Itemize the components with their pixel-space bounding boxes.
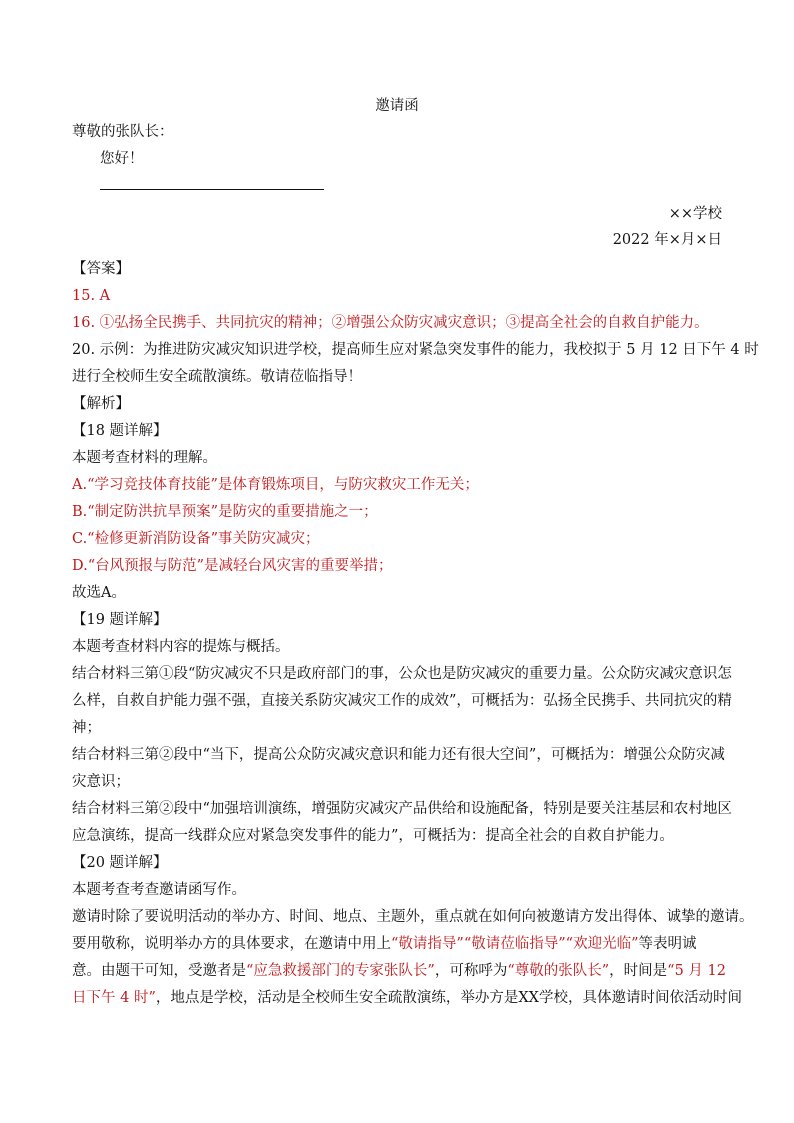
answer-heading: 【答案】	[72, 261, 130, 277]
q19-para3-line2: 应急演练，提高一线群众应对紧急突发事件的能力”，可概括为：提高全社会的自救自护能力。	[72, 828, 674, 844]
q19-heading: 【19 题详解】	[72, 612, 168, 628]
letter-date: 2022 年×月×日	[612, 232, 722, 248]
q20-line3-address: “尊敬的张队长”	[507, 963, 610, 979]
q20-line4-time: 日下午 4 时”	[72, 990, 156, 1006]
q20-line4-text-b: ，地点是学校，活动是全校师生安全疏散演练，举办方是XX学校，具体邀请时间依活动时间	[155, 990, 743, 1006]
q19-para2-line1: 结合材料三第②段中“当下，提高公众防灾减灾意识和能力还有很大空间”，可概括为：增强公众防灾减	[72, 747, 725, 763]
q18-intro: 本题考查材料的理解。	[72, 450, 217, 466]
q20-line2-phrases: “敬请指导”“敬请莅临指导”“欢迎光临”	[391, 936, 639, 952]
q19-intro: 本题考查材料内容的提炼与概括。	[72, 639, 290, 655]
q20-line1: 邀请时除了要说明活动的举办方、时间、地点、主题外，重点就在如何向被邀请方发出得体、诚挚的邀请。	[72, 909, 754, 925]
q20-line2-text-c: 等表明诚	[638, 936, 697, 952]
q20-heading: 【20 题详解】	[72, 855, 168, 871]
q18-heading: 【18 题详解】	[72, 423, 168, 439]
q18-option-a: A.“学习竞技体育技能”是体育锻炼项目，与防灾救灾工作无关；	[72, 477, 479, 493]
letter-signature: ××学校	[668, 206, 722, 222]
q20-line3-text-c: ，可称呼为	[434, 963, 508, 979]
q20-line3-text-a: 意。由题干可知，受邀者是	[72, 963, 246, 979]
letter-blank-line	[100, 189, 324, 190]
q20-intro: 本题考查考查邀请函写作。	[72, 882, 246, 898]
q19-para3-line1: 结合材料三第②段中“加强培训演练，增强防灾减灾产品供给和设施配备，特别是要关注基层和农村地区	[72, 801, 732, 817]
answer-16: 16. ①弘扬全民携手、共同抗灾的精神；②增强公众防灾减灾意识；③提高全社会的自救自护能力。	[72, 315, 709, 331]
q19-para1-line1: 结合材料三第①段“防灾减灾不只是政府部门的事，公众也是防灾减灾的重要力量。公众防灾减灾意识怎	[72, 666, 732, 682]
letter-title: 邀请函	[375, 98, 419, 114]
q19-para1-line2: 么样，自救自护能力强不强，直接关系防灾减灾工作的成效”，可概括为：弘扬全民携手、共同抗灾的精	[72, 693, 732, 709]
analysis-heading: 【解析】	[72, 396, 130, 412]
q20-line4	[72, 988, 742, 1008]
q18-conclusion: 故选A。	[72, 585, 126, 601]
answer-15: 15. A	[72, 288, 111, 304]
answer-20-line-2: 进行全校师生安全疏散演练。敬请莅临指导！	[72, 369, 362, 385]
q18-option-c: C.“检修更新消防设备”事关防灾减灾；	[72, 531, 320, 547]
q20-line3-invitee: “应急救援部门的专家张队长”	[246, 963, 435, 979]
answer-20-line-1: 20. 示例：为推进防灾减灾知识进学校，提高师生应对紧急突发事件的能力，我校拟于 5 月 12 日下午 4 时	[72, 342, 759, 358]
q20-line2	[72, 934, 696, 954]
q20-line2-text-a: 要用敬称，说明举办方的具体要求，在邀请中用上	[72, 936, 391, 952]
q18-option-b: B.“制定防洪抗旱预案”是防灾的重要措施之一；	[72, 504, 378, 520]
q18-option-d: D.“台风预报与防范”是减轻台风灾害的重要举措；	[72, 558, 393, 574]
q20-line3-text-e: ，时间是	[609, 963, 668, 979]
letter-salutation: 尊敬的张队长：	[72, 124, 174, 140]
q20-line3	[72, 961, 726, 981]
q20-line3-time: “5 月 12	[667, 963, 726, 979]
q19-para2-line2: 灾意识；	[72, 774, 130, 790]
q19-para1-line3: 神；	[72, 720, 101, 736]
letter-greeting: 您好！	[100, 151, 144, 167]
